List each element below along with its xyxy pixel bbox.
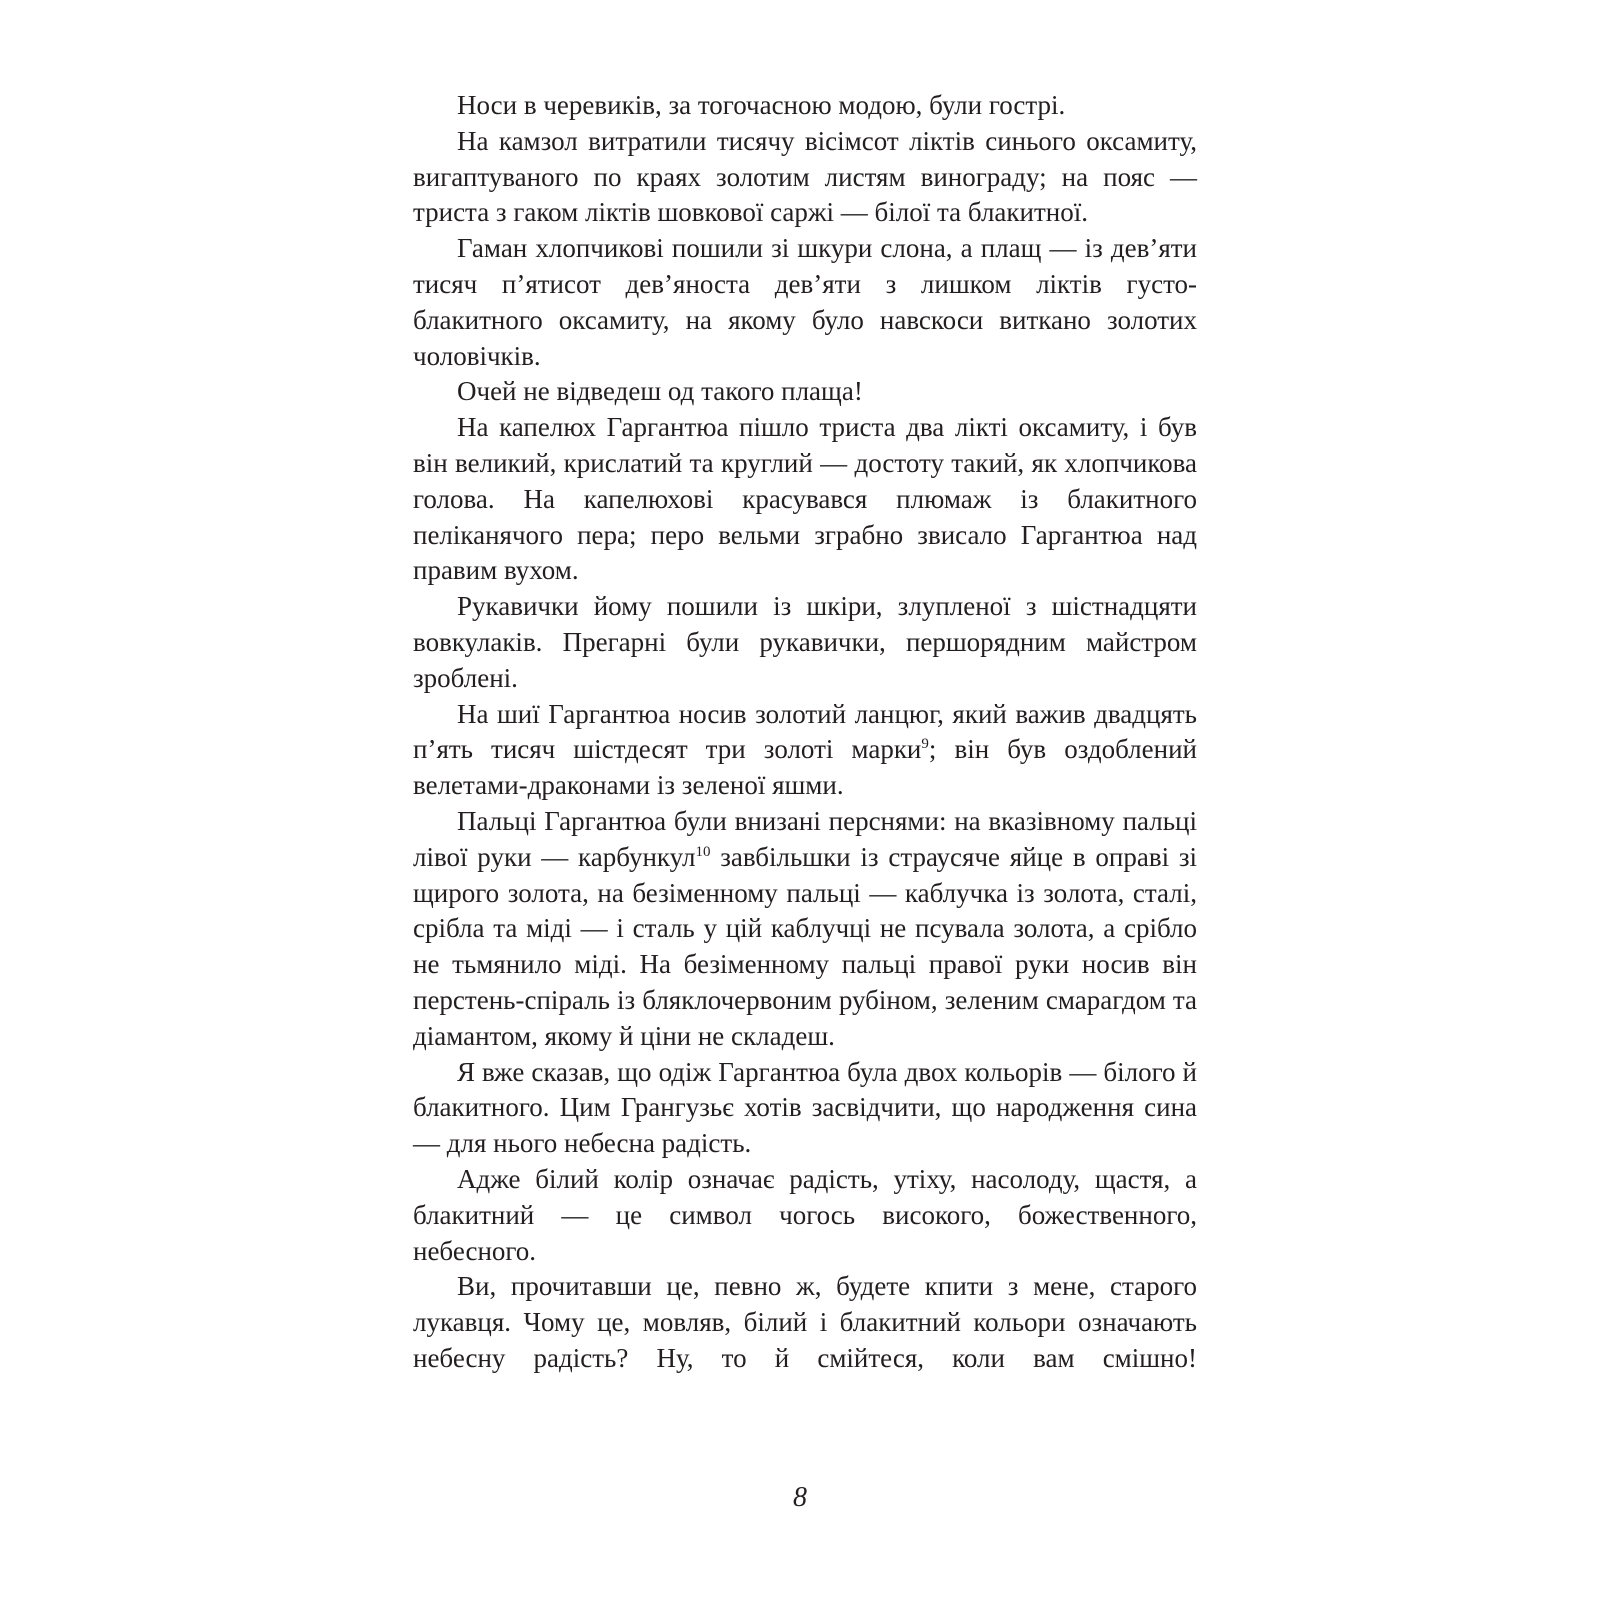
paragraph-cloak-exclamation: Очей не відведеш од такого плаща! <box>457 376 863 407</box>
page-body-text <box>413 88 1197 1377</box>
footnote-marker-10: 10 <box>695 843 711 860</box>
paragraph-doublet: На камзол витратили тисячу вісімсот ліктів синього оксамиту, вигаптуваного по краях золотим листям винограду; на пояс — триста з гаком ліктів шовкової саржі — білої та блакитної. <box>413 125 1197 228</box>
chain-text-after: ; він був оздоблений велетами-драконами із зеленої яшми. <box>413 734 1197 801</box>
page-number: 8 <box>793 1482 807 1513</box>
paragraph-shoes: Носи в черевиків, за тогочасною модою, були гострі. <box>457 90 1066 120</box>
paragraph-purse-cloak: Гаман хлопчикові пошили зі шкури слона, а плащ — із дев’яти тисяч п’ятисот дев’яноста дев’яти з лишком ліктів густо-блакитного оксамиту, на якому було навскоси виткано золотих чоловічків. <box>413 233 1197 371</box>
paragraph-colors: Я вже сказав, що одіж Гаргантюа була двох кольорів — білого й блакитного. Цим Грангузьє хотів засвідчити, що народження сина — для нього небесна радість. <box>413 1056 1197 1159</box>
paragraph-chain <box>413 697 1197 804</box>
paragraph-rings <box>413 804 1197 1055</box>
chain-text-before: На шиї Гаргантюа носив золотий ланцюг, який важив двадцять п’ять тисяч шістдесят три золоті марки <box>413 698 1197 765</box>
footnote-marker-9: 9 <box>921 736 929 753</box>
paragraph-color-meaning: Адже білий колір означає радість, утіху, насолоду, щастя, а блакитний — це символ чогось високого, божественного, небесного. <box>413 1163 1197 1266</box>
paragraph-reader-laugh: Ви, прочитавши це, певно ж, будете кпити з мене, старого лукавця. Чому це, мовляв, білий і блакитний кольори означають небесну радість? Ну, то й смійтеся, коли вам смішно! <box>413 1271 1197 1373</box>
rings-text-after: завбільшки із страусяче яйце в оправі зі щирого золота, на безіменному пальці — каблучка із золота, сталі, срібла та міді — і сталь у цій каблучці не псувала золота, а срібло не тьмянило міді. На безіменному пальці правої руки носив він перстень-спіраль із бляклочервоним рубіном, зеленим смарагдом та діамантом, якому й ціни не складеш. <box>413 841 1198 1051</box>
rings-text-before: Пальці Гаргантюа були внизані перснями: на вказівному пальці лівої руки — карбункул <box>413 805 1197 872</box>
paragraph-hat: На капелюх Гаргантюа пішло триста два лікті оксамиту, і був він великий, крислатий та круглий — достоту такий, як хлопчикова голова. На капелюхові красувався плюмаж із блакитного пеліканячого пера; перо вельми зграбно звисало Гаргантюа над правим вухом. <box>413 412 1197 586</box>
paragraph-gloves: Рукавички йому пошили із шкіри, злупленої з шістнадцяти вовкулаків. Прегарні були рукавички, першорядним майстром зроблені. <box>413 591 1197 693</box>
